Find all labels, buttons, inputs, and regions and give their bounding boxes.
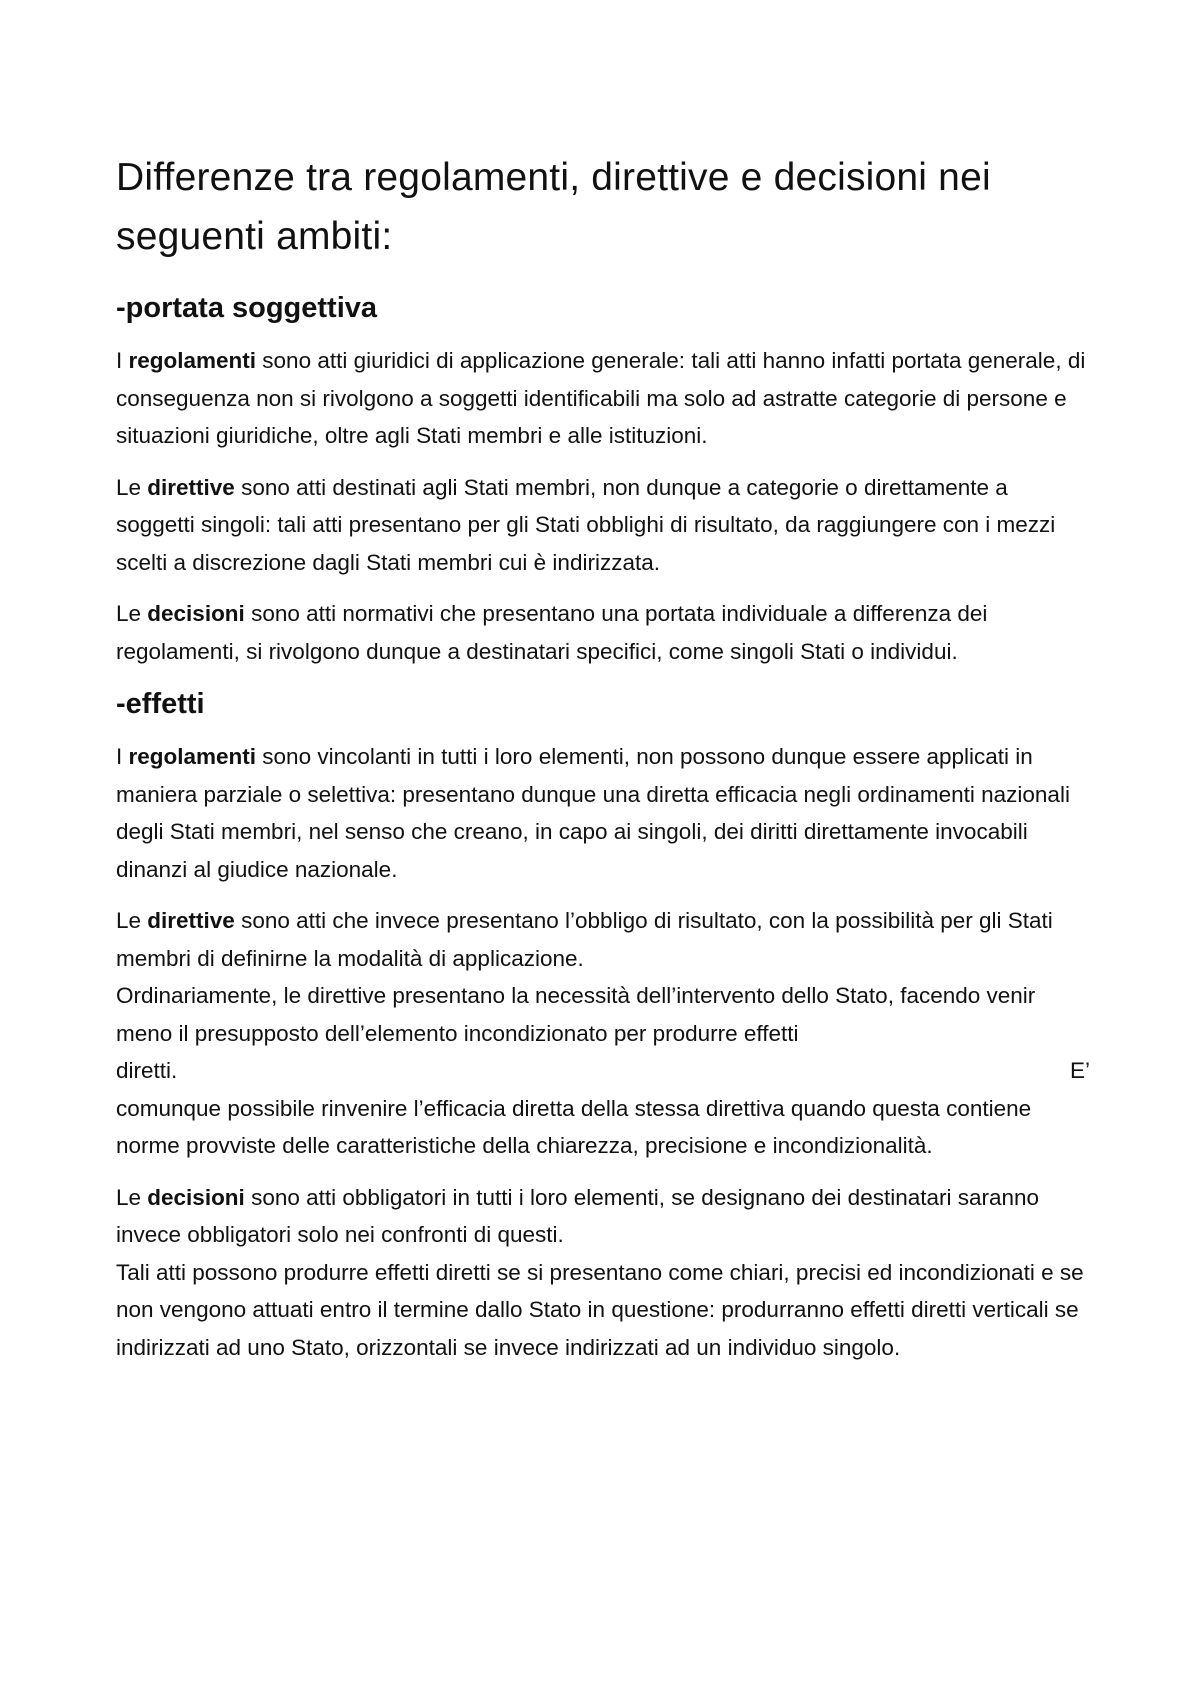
paragraph-term: decisioni	[147, 601, 245, 626]
paragraph-term: direttive	[147, 908, 235, 933]
paragraph-continuation: Tali atti possono produrre effetti diretti se si presentano come chiari, precisi ed incondizionati e se non vengono attuati entro il termine dallo Stato in questione: produrranno effetti diretti verticali se indirizzati ad uno Stato, orizzontali se invece indirizzati ad un individuo singolo.	[116, 1259, 1084, 1360]
paragraph-term: regolamenti	[128, 348, 257, 373]
paragraph-direttive	[116, 469, 1090, 582]
paragraph-lead: Le	[116, 908, 148, 933]
paragraph-direttive	[116, 902, 1090, 1165]
paragraph-tail: comunque possibile rinvenire l’efficacia diretta della stessa direttiva quando questa contiene norme provviste delle caratteristiche della chiarezza, precisione e incondizionalità.	[116, 1095, 1032, 1158]
paragraph-text: sono atti obbligatori in tutti i loro elementi, se designano dei destinatari saranno invece obbligatori solo nei confronti di questi.	[116, 1184, 1040, 1247]
paragraph-lead: Le	[116, 474, 148, 500]
line-right-text: E’	[1069, 1058, 1090, 1083]
paragraph-lead: Le	[116, 1184, 148, 1210]
document-title: Differenze tra regolamenti, direttive e decisioni nei seguenti ambiti:	[116, 156, 991, 258]
paragraph-term: direttive	[147, 474, 235, 500]
paragraph-decisioni	[116, 595, 1090, 670]
section-heading: -portata soggettiva	[116, 292, 378, 324]
paragraph-continuation: Ordinariamente, le direttive presentano la necessità dell’intervento dello Stato, facendo venir meno il presupposto dell’elemento incondizionato per produrre effetti	[116, 983, 1036, 1046]
paragraph-regolamenti	[116, 738, 1090, 888]
line-left-text: diretti.	[116, 1058, 178, 1083]
section-heading: -effetti	[116, 688, 205, 720]
paragraph-term: regolamenti	[128, 744, 257, 769]
justified-line	[116, 1052, 1090, 1090]
paragraph-first-part	[116, 902, 1090, 977]
paragraph-lead: I	[116, 744, 129, 769]
paragraph-text: sono atti normativi che presentano una portata individuale a differenza dei regolamenti, si rivolgono dunque a destinatari specifici, come singoli Stati o individui.	[116, 601, 988, 664]
paragraph-regolamenti	[116, 342, 1090, 455]
paragraph-text: sono atti che invece presentano l’obbligo di risultato, con la possibilità per gli Stati membri di definirne la modalità di applicazione.	[116, 908, 1053, 971]
paragraph-lead: Le	[116, 601, 148, 626]
paragraph-decisioni	[116, 1179, 1090, 1367]
section-portata-soggettiva	[116, 288, 1090, 670]
paragraph-text: sono vincolanti in tutti i loro elementi, non possono dunque essere applicati in maniera parziale o selettiva: presentano dunque una diretta efficacia negli ordinamenti nazionali degli Stati membri, nel senso che creano, in capo ai singoli, dei diritti direttamente invocabili dinanzi al giudice nazionale.	[116, 744, 1070, 882]
paragraph-first-part	[116, 1179, 1090, 1254]
paragraph-text: sono atti giuridici di applicazione generale: tali atti hanno infatti portata generale, di conseguenza non si rivolgono a soggetti identificabili ma solo ad astratte categorie di persone e situazioni giuridiche, oltre agli Stati membri e alle istituzioni.	[116, 348, 1086, 448]
paragraph-term: decisioni	[147, 1184, 245, 1210]
paragraph-text: sono atti destinati agli Stati membri, non dunque a categorie o direttamente a soggetti singoli: tali atti presentano per gli Stati obblighi di risultato, da raggiungere con i mezzi scelti a discrezione dagli Stati membri cui è indirizzata.	[116, 474, 1056, 575]
paragraph-lead: I	[116, 348, 129, 373]
section-effetti	[116, 684, 1090, 1366]
